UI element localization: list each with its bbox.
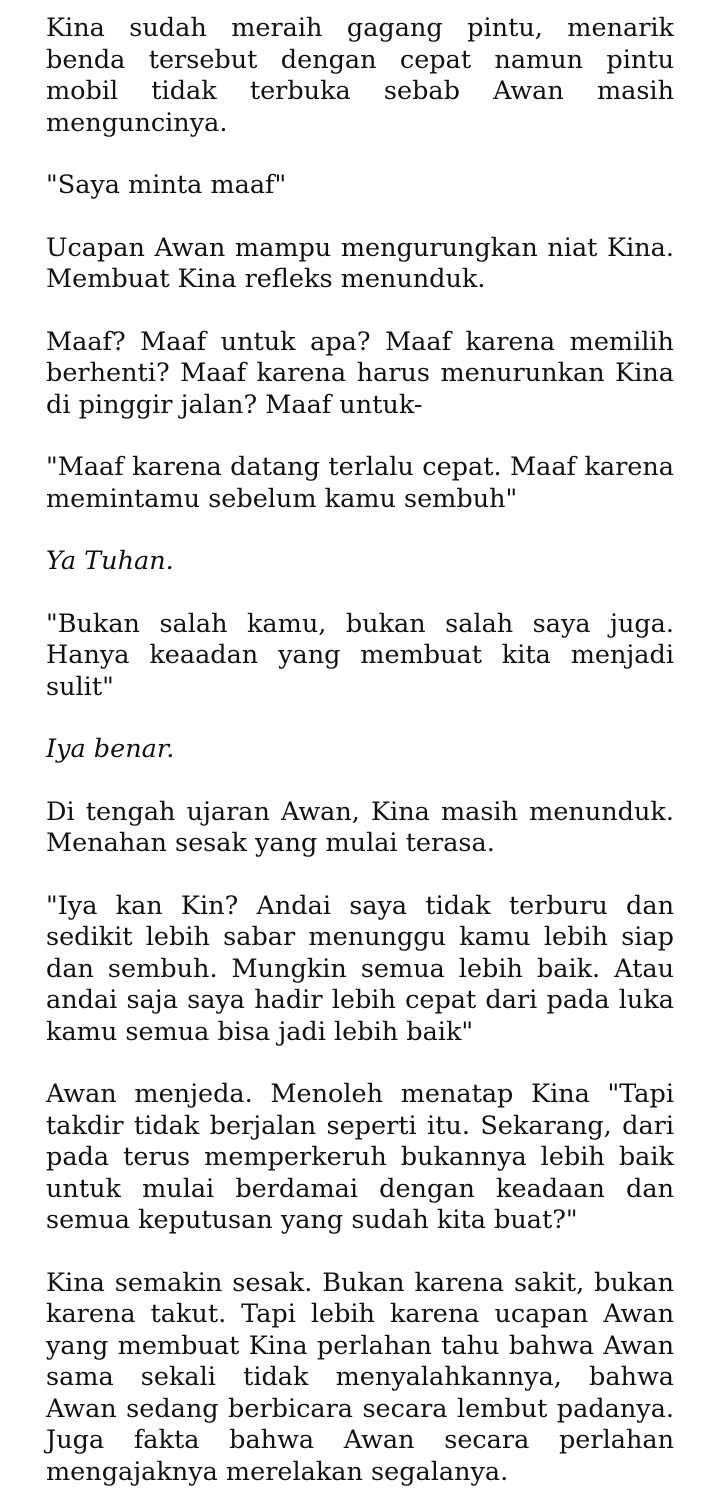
paragraph-4: Maaf? Maaf untuk apa? Maaf karena memilih berhenti? Maaf karena harus menurunkan Kina di pinggir jalan? Maaf untuk- — [46, 327, 674, 422]
paragraph-12: Kina semakin sesak. Bukan karena sakit, bukan karena takut. Tapi lebih karena ucapan Awan yang membuat Kina perlahan tahu bahwa Awan sama sekali tidak menyalahkannya, bahwa Awan sedang berbicara secara lembut padanya. Juga fakta bahwa Awan secara perlahan mengajaknya merelakan segalanya. — [46, 1268, 674, 1488]
paragraph-2: "Saya minta maaf" — [46, 170, 674, 202]
paragraph-7: "Bukan salah kamu, bukan salah saya juga. Hanya keaadan yang membuat kita menjadi sulit" — [46, 609, 674, 704]
paragraph-8: Iya benar. — [46, 734, 674, 766]
paragraph-11: Awan menjeda. Menoleh menatap Kina "Tapi takdir tidak berjalan seperti itu. Sekarang, dari pada terus memperkeruh bukannya lebih baik untuk mulai berdamai dengan keadaan dan semua keputusan yang sudah kita buat?" — [46, 1079, 674, 1237]
paragraph-1: Kina sudah meraih gagang pintu, menarik benda tersebut dengan cepat namun pintu mobil tidak terbuka sebab Awan masih menguncinya. — [46, 13, 674, 139]
paragraph-9: Di tengah ujaran Awan, Kina masih menunduk. Menahan sesak yang mulai terasa. — [46, 797, 674, 860]
paragraph-6: Ya Tuhan. — [46, 546, 674, 578]
paragraph-5: "Maaf karena datang terlalu cepat. Maaf karena memintamu sebelum kamu sembuh" — [46, 452, 674, 515]
paragraph-3: Ucapan Awan mampu mengurungkan niat Kina. Membuat Kina refleks menunduk. — [46, 233, 674, 296]
paragraph-10: "Iya kan Kin? Andai saya tidak terburu dan sedikit lebih sabar menunggu kamu lebih siap dan sembuh. Mungkin semua lebih baik. Atau andai saja saya hadir lebih cepat dari pada luka kamu semua bisa jadi lebih baik" — [46, 891, 674, 1049]
